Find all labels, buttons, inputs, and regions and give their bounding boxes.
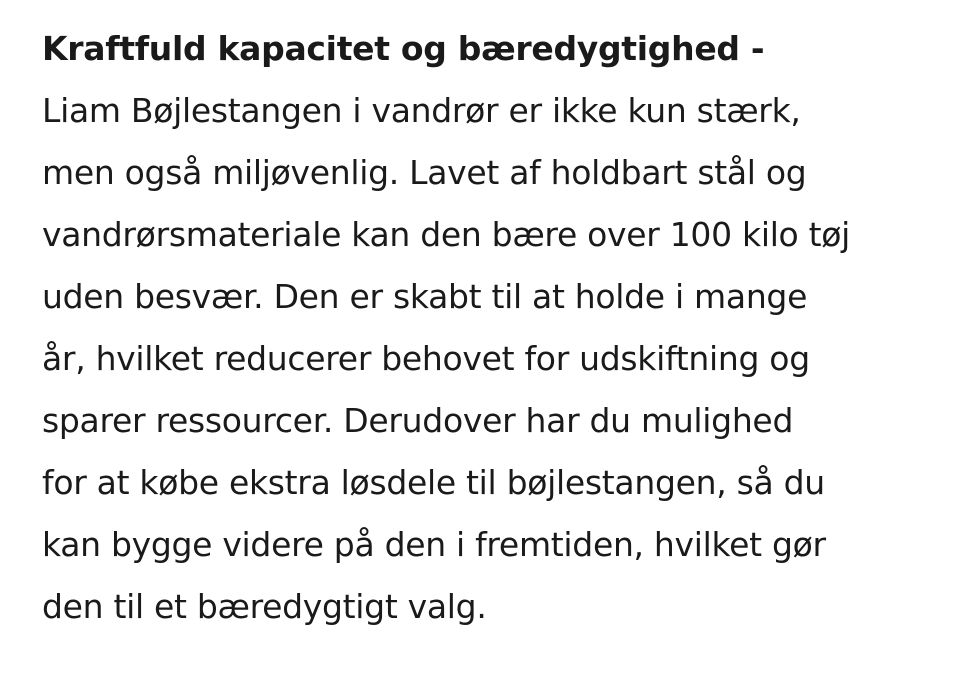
section-heading: Kraftfuld kapacitet og bæredygtighed -: [42, 29, 765, 68]
paragraph-line: kan bygge videre på den i fremtiden, hvilket gør: [42, 525, 826, 564]
paragraph-line: for at købe ekstra løsdele til bøjlestangen, så du: [42, 463, 825, 502]
paragraph-line: uden besvær. Den er skabt til at holde i mange: [42, 277, 808, 316]
paragraph-line: vandrørsmateriale kan den bære over 100 kilo tøj: [42, 215, 851, 254]
paragraph-line: Liam Bøjlestangen i vandrør er ikke kun stærk,: [42, 91, 801, 130]
paragraph-line: den til et bæredygtigt valg.: [42, 587, 487, 626]
paragraph-line: år, hvilket reducerer behovet for udskiftning og: [42, 339, 810, 378]
paragraph-line: sparer ressourcer. Derudover har du mulighed: [42, 401, 794, 440]
paragraph-line: men også miljøvenlig. Lavet af holdbart stål og: [42, 153, 807, 192]
article-section: [42, 18, 960, 638]
